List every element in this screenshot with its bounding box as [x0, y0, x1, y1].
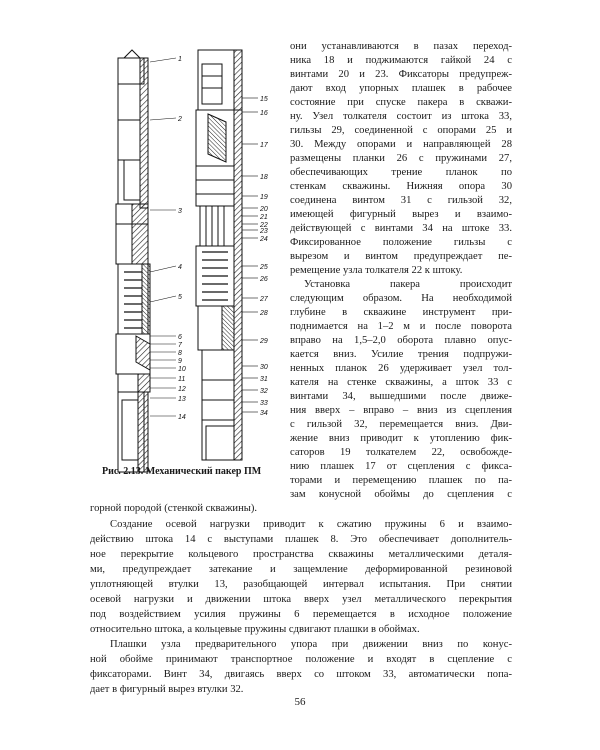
fig-label: 30: [260, 364, 268, 371]
text-line: Плашки узла предварительного упора при движении вниз по конус-: [110, 639, 512, 650]
fig-label: 10: [178, 366, 186, 373]
fig-label: 16: [260, 110, 268, 117]
text-line: уплотняющей втулки 13, разобщающей интервал испытания. При снятии: [90, 579, 512, 590]
fig-label: 14: [178, 414, 186, 421]
text-line: гильзы 29, соединенной с опорами 25 и: [290, 125, 512, 136]
fig-label: 32: [260, 388, 268, 395]
fig-label: 20: [260, 206, 268, 213]
fig-label: 22: [260, 222, 268, 229]
fig-label: 31: [260, 376, 268, 383]
text-line: размещены планки 26 с пружинами 27,: [290, 153, 512, 164]
text-line: ное перекрытие кольцевого пространства скважины металлическими деталя-: [90, 549, 512, 560]
text-line: ремещение узла толкателя 22 к штоку.: [290, 265, 463, 276]
fig-label: 7: [178, 342, 182, 349]
fig-label: 21: [260, 214, 268, 221]
text-line: зам конусной обоймы до сцепления с: [290, 489, 512, 500]
text-line: саторов 19 толкателем 22, освобожде-: [290, 447, 512, 458]
fig-label: 18: [260, 174, 268, 181]
fig-label: 5: [178, 294, 182, 301]
text-line: Установка пакера происходит: [304, 279, 512, 290]
text-line: фиксаторами. Винт 34, двигаясь вверх со штоком 33, автоматически попа-: [90, 669, 512, 680]
text-line: вырезом и винтом предупреждает пе-: [290, 251, 512, 262]
text-line: дают вход упорных плашек в рабочее: [290, 83, 512, 94]
fig-label: 12: [178, 386, 186, 393]
text-line: ния вверх – вправо – вниз из сцепления: [290, 405, 512, 416]
packer-drawing-svg: [88, 40, 288, 480]
text-line: Создание осевой нагрузки приводит к сжатию пружины 6 и взаимо-: [110, 519, 512, 530]
text-line: винтами 34, вышедшими после движе-: [290, 391, 512, 402]
text-line: горной породой (стенкой скважины).: [90, 503, 258, 514]
text-line: винтами 20 и 23. Фиксаторы предупреж-: [290, 69, 512, 80]
text-line: осевой нагрузки и движении штока вверх узел металлического перекрытия: [90, 594, 512, 605]
fig-label: 9: [178, 358, 182, 365]
text-line: торами и перемещению плашек по па-: [290, 475, 512, 486]
text-line: ненных планок 26 удерживает узел тол-: [290, 363, 512, 374]
fig-label: 24: [260, 236, 268, 243]
text-line: действующей с винтами 34 на штоке 33.: [290, 223, 512, 234]
text-line: Фиксированное положение гильзы с: [290, 237, 512, 248]
fig-label: 27: [260, 296, 268, 303]
text-line: кателя на стенке скважины, а шток 33 с: [290, 377, 512, 388]
fig-label: 26: [260, 276, 268, 283]
text-line: дает в фигурный вырез втулки 32.: [90, 684, 244, 695]
text-line: жение вниз приводит к утоплению фик-: [290, 433, 512, 444]
packer-drawing: [88, 40, 288, 480]
text-line: имеющей фигурный вырез и взаимо-: [290, 209, 512, 220]
left-assembly: [116, 50, 150, 472]
text-line: глубине в скважине инструмент при-: [290, 307, 512, 318]
fig-label: 3: [178, 208, 182, 215]
text-line: действию штока 14 с выступами плашек 8. Это обеспечивает дополнитель-: [90, 534, 512, 545]
fig-label: 17: [260, 142, 268, 149]
fig-label: 15: [260, 96, 268, 103]
text-line: ми, предупреждает затекание и защемление деформированной резиновой: [90, 564, 512, 575]
fig-label: 2: [178, 116, 182, 123]
fig-label: 33: [260, 400, 268, 407]
text-line: обеспечивающих трение планок по: [290, 167, 512, 178]
text-line: следующим образом. На необходимой: [290, 293, 512, 304]
fig-label: 6: [178, 334, 182, 341]
text-line: соединена винтом 31 с гильзой 32,: [290, 195, 512, 206]
fig-label: 13: [178, 396, 186, 403]
text-line: они устанавливаются в пазах переход-: [290, 41, 512, 52]
fig-label: 34: [260, 410, 268, 417]
fig-label: 11: [178, 376, 186, 383]
fig-label: 28: [260, 310, 268, 317]
text-line: кается вниз. Усилие трения подпружи-: [290, 349, 512, 360]
right-assembly: [196, 50, 242, 460]
fig-label: 8: [178, 350, 182, 357]
fig-label: 29: [260, 338, 268, 345]
figure-caption: Рис. 2.13. Механический пакер ПМ: [102, 466, 262, 477]
text-line: 30. Между опорами и направляющей 28: [290, 139, 512, 150]
text-line: поднимается на 1–2 м и после поворота: [290, 321, 512, 332]
text-line: ну. Узел толкателя состоит из штока 33,: [290, 111, 512, 122]
fig-label: 4: [178, 264, 182, 271]
fig-label: 25: [260, 264, 268, 271]
text-line: состояние при спуске пакера в скважи-: [290, 97, 512, 108]
text-line: относительно штока, а кольцевые пружины сдвигают плашки в обоймах.: [90, 624, 420, 635]
fig-label: 23: [260, 228, 268, 235]
fig-label: 1: [178, 56, 182, 63]
text-line: нию плашек 17 от сцепления с фикса-: [290, 461, 512, 472]
text-line: ной обойме принимают транспортное положение и входят в сцепление с: [90, 654, 512, 665]
text-line: стенкам скважины. Нижняя опора 30: [290, 181, 512, 192]
page-number: 56: [294, 696, 306, 708]
fig-label: 19: [260, 194, 268, 201]
text-line: вправо на 1,5–2,0 оборота плавно опус-: [290, 335, 512, 346]
text-line: с гильзой 32, перемещается вниз. Дви-: [290, 419, 512, 430]
text-line: под воздействием усилия пружины 6 перемещается в исходное положение: [90, 609, 512, 620]
text-line: ника 18 и поджимаются гайкой 24 с: [290, 55, 512, 66]
